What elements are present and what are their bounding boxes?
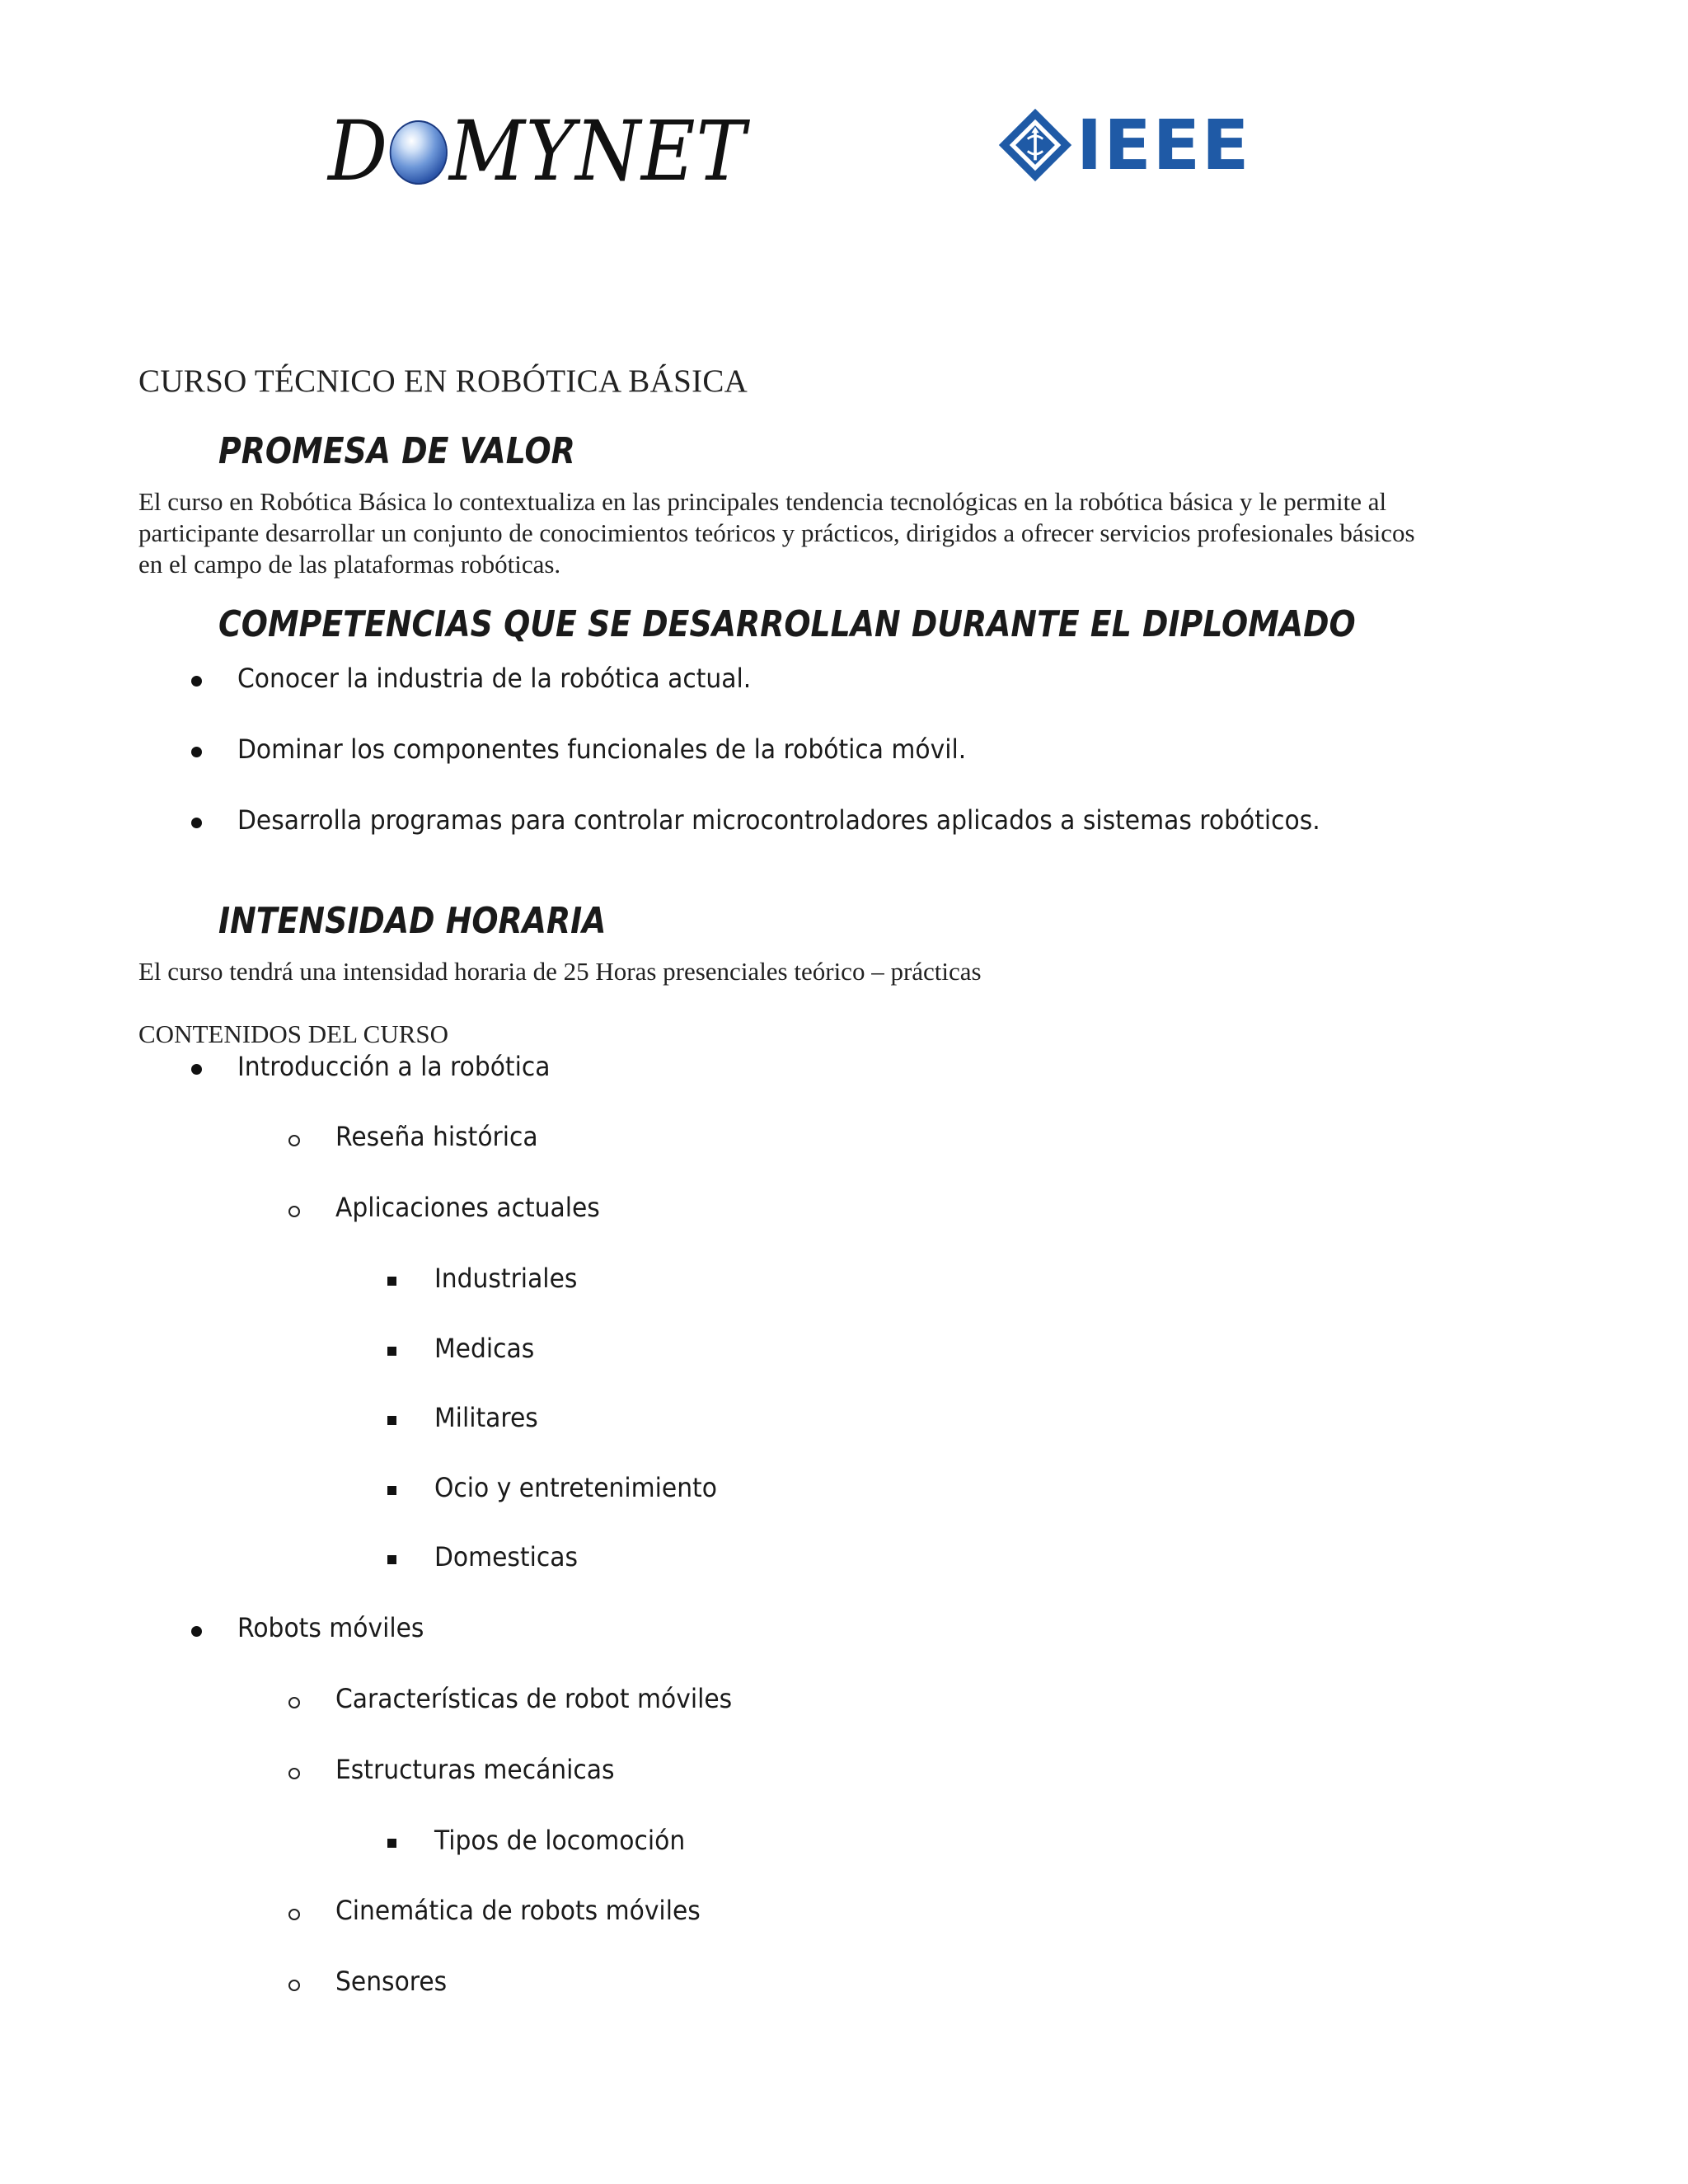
bullet-icon bbox=[191, 747, 202, 757]
contenido-subitem: Cinemática de robots móviles bbox=[335, 1895, 701, 1926]
contenido-subsubitem: Industriales bbox=[434, 1263, 578, 1294]
domynet-logo bbox=[328, 102, 747, 199]
course-title: CURSO TÉCNICO EN ROBÓTICA BÁSICA bbox=[138, 363, 748, 399]
intensidad-heading: INTENSIDAD HORARIA bbox=[218, 900, 607, 942]
ieee-logo-text: IEEE bbox=[1076, 105, 1251, 185]
circle-bullet-icon bbox=[288, 1980, 300, 1991]
square-bullet-icon bbox=[387, 1486, 396, 1495]
promesa-line: participante desarrollar un conjunto de conocimientos teóricos y prácticos, dirigidos a ofrecer servicios profesionales básicos bbox=[138, 518, 1415, 547]
bullet-icon bbox=[191, 818, 202, 828]
promesa-line: El curso en Robótica Básica lo contextualiza en las principales tendencia tecnológicas en la robótica básica y le permite al bbox=[138, 487, 1387, 516]
globe-icon bbox=[390, 120, 448, 185]
contenido-subsubitem: Militares bbox=[434, 1402, 538, 1433]
contenido-subsubitem: Ocio y entretenimiento bbox=[434, 1472, 717, 1503]
competencia-item: Desarrolla programas para controlar microcontroladores aplicados a sistemas robóticos. bbox=[237, 804, 1320, 836]
promesa-paragraph bbox=[138, 486, 1540, 580]
circle-bullet-icon bbox=[288, 1206, 300, 1217]
square-bullet-icon bbox=[387, 1839, 396, 1848]
contenido-subsubitem: Tipos de locomoción bbox=[434, 1825, 686, 1856]
contenido-subitem: Aplicaciones actuales bbox=[335, 1192, 600, 1223]
domynet-logo-text-end: MYNET bbox=[448, 102, 747, 199]
circle-bullet-icon bbox=[288, 1768, 300, 1779]
contenidos-heading: CONTENIDOS DEL CURSO bbox=[138, 1019, 449, 1048]
contenido-subitem: Características de robot móviles bbox=[335, 1683, 733, 1714]
contenido-subitem: Estructuras mecánicas bbox=[335, 1754, 615, 1785]
contenido-subsubitem: Medicas bbox=[434, 1333, 535, 1364]
competencia-item: Dominar los componentes funcionales de la robótica móvil. bbox=[237, 733, 967, 765]
circle-bullet-icon bbox=[288, 1135, 300, 1146]
contenido-subsubitem: Domesticas bbox=[434, 1541, 578, 1572]
contenido-item: Introducción a la robótica bbox=[237, 1051, 551, 1082]
ieee-diamond-icon bbox=[997, 107, 1073, 183]
square-bullet-icon bbox=[387, 1277, 396, 1286]
contenido-item: Robots móviles bbox=[237, 1612, 424, 1643]
competencia-item: Conocer la industria de la robótica actual. bbox=[237, 663, 752, 694]
bullet-icon bbox=[191, 676, 202, 687]
contenido-subitem: Sensores bbox=[335, 1966, 448, 1997]
bullet-icon bbox=[191, 1626, 202, 1637]
ieee-logo bbox=[997, 107, 1250, 183]
bullet-icon bbox=[191, 1064, 202, 1075]
circle-bullet-icon bbox=[288, 1909, 300, 1920]
promesa-heading: PROMESA DE VALOR bbox=[218, 430, 575, 472]
circle-bullet-icon bbox=[288, 1697, 300, 1708]
domynet-logo-text-start: D bbox=[328, 102, 389, 199]
contenido-subitem: Reseña histórica bbox=[335, 1121, 538, 1152]
square-bullet-icon bbox=[387, 1347, 396, 1356]
square-bullet-icon bbox=[387, 1555, 396, 1564]
square-bullet-icon bbox=[387, 1416, 396, 1425]
promesa-line: en el campo de las plataformas robóticas. bbox=[138, 550, 561, 579]
intensidad-text: El curso tendrá una intensidad horaria de 25 Horas presenciales teórico – prácticas bbox=[138, 957, 982, 986]
competencias-heading: COMPETENCIAS QUE SE DESARROLLAN DURANTE EL DIPLOMADO bbox=[218, 603, 1356, 645]
